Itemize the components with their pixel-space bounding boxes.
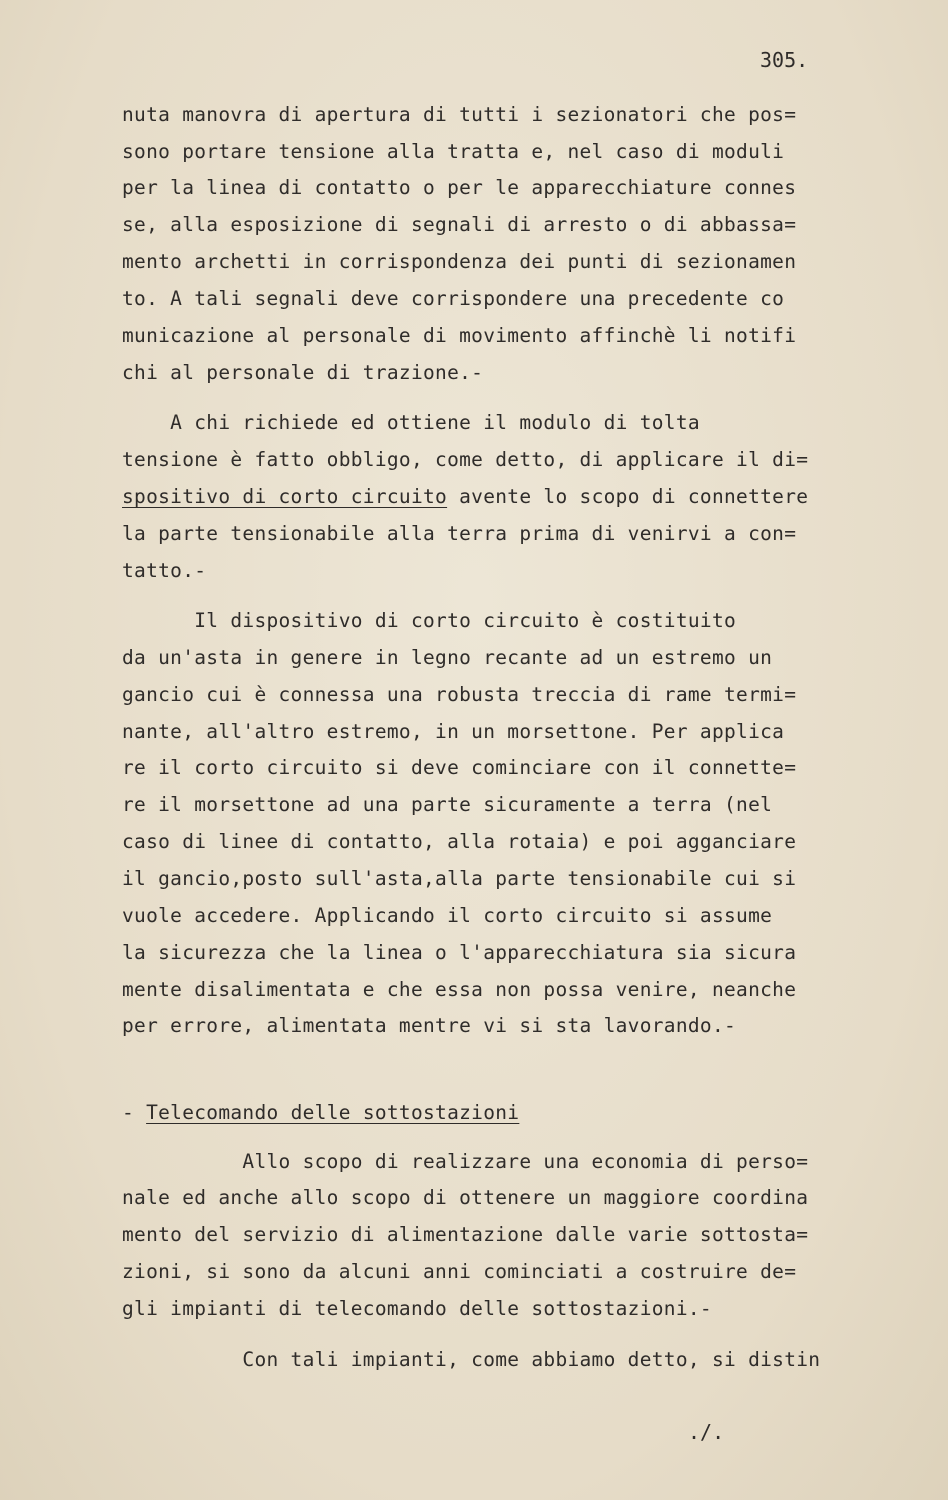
paragraph4-line: nale ed anche allo scopo di ottenere un maggiore coordina xyxy=(122,1186,809,1209)
paragraph3-line: mente disalimentata e che essa non possa venire, neanche xyxy=(122,978,797,1001)
paragraph2-line: tatto.- xyxy=(122,559,207,582)
paragraph1-line: to. A tali segnali deve corrispondere una precedente co xyxy=(122,287,785,310)
continuation-mark: ./. xyxy=(688,1420,725,1444)
paragraph3-line: re il corto circuito si deve cominciare con il connette= xyxy=(122,756,797,779)
paragraph2-line-rest: avente lo scopo di connettere xyxy=(447,485,809,508)
paragraph3-line: per errore, alimentata mentre vi si sta lavorando.- xyxy=(122,1014,737,1037)
paragraph4-line: mento del servizio di alimentazione dalle varie sottosta= xyxy=(122,1223,809,1246)
paragraph1-line: sono portare tensione alla tratta e, nel caso di moduli xyxy=(122,140,785,163)
paragraph5-line: Con tali impianti, come abbiamo detto, si distin xyxy=(122,1348,821,1371)
paragraph2-line: la parte tensionabile alla terra prima di venirvi a con= xyxy=(122,522,797,545)
paragraph1-line: municazione al personale di movimento affinchè li notifi xyxy=(122,324,797,347)
paragraph1-line: per la linea di contatto o per le apparecchiature connes xyxy=(122,176,797,199)
section-heading-title: Telecomando delle sottostazioni xyxy=(146,1101,520,1124)
paragraph3-line: re il morsettone ad una parte sicuramente a terra (nel xyxy=(122,793,773,816)
paragraph1-line: chi al personale di trazione.- xyxy=(122,361,484,384)
paragraph3-line: Il dispositivo di corto circuito è costituito xyxy=(122,609,737,632)
paragraph3-line: da un'asta in genere in legno recante ad un estremo un xyxy=(122,646,773,669)
paragraph4-line: zioni, si sono da alcuni anni cominciati a costruire de= xyxy=(122,1260,797,1283)
paragraph3-line: il gancio,posto sull'asta,alla parte tensionabile cui si xyxy=(122,867,797,890)
paragraph3-line: vuole accedere. Applicando il corto circuito si assume xyxy=(122,904,773,927)
paragraph1-line: nuta manovra di apertura di tutti i sezionatori che pos= xyxy=(122,103,797,126)
paragraph2-line: tensione è fatto obbligo, come detto, di applicare il di= xyxy=(122,448,809,471)
paragraph3-line: caso di linee di contatto, alla rotaia) e poi agganciare xyxy=(122,830,797,853)
section-heading xyxy=(122,1101,519,1124)
paragraph2-line xyxy=(122,485,808,508)
paragraph1-line: mento archetti in corrispondenza dei punti di sezionamen xyxy=(122,250,797,273)
paragraph3-line: nante, all'altro estremo, in un morsettone. Per applica xyxy=(122,720,785,743)
paragraph3-line: la sicurezza che la linea o l'apparecchiatura sia sicura xyxy=(122,941,797,964)
paragraph1-line: se, alla esposizione di segnali di arresto o di abbassa= xyxy=(122,213,797,236)
paragraph4-line: Allo scopo di realizzare una economia di perso= xyxy=(122,1150,809,1173)
section-heading-dash: - xyxy=(122,1101,147,1124)
paragraph2-line: A chi richiede ed ottiene il modulo di tolta xyxy=(122,411,700,434)
paragraph4-line: gli impianti di telecomando delle sottostazioni.- xyxy=(122,1297,712,1320)
underlined-term: spositivo di corto circuito xyxy=(122,485,448,508)
page-number: 305. xyxy=(760,48,809,72)
paragraph3-line: gancio cui è connessa una robusta treccia di rame termi= xyxy=(122,683,797,706)
